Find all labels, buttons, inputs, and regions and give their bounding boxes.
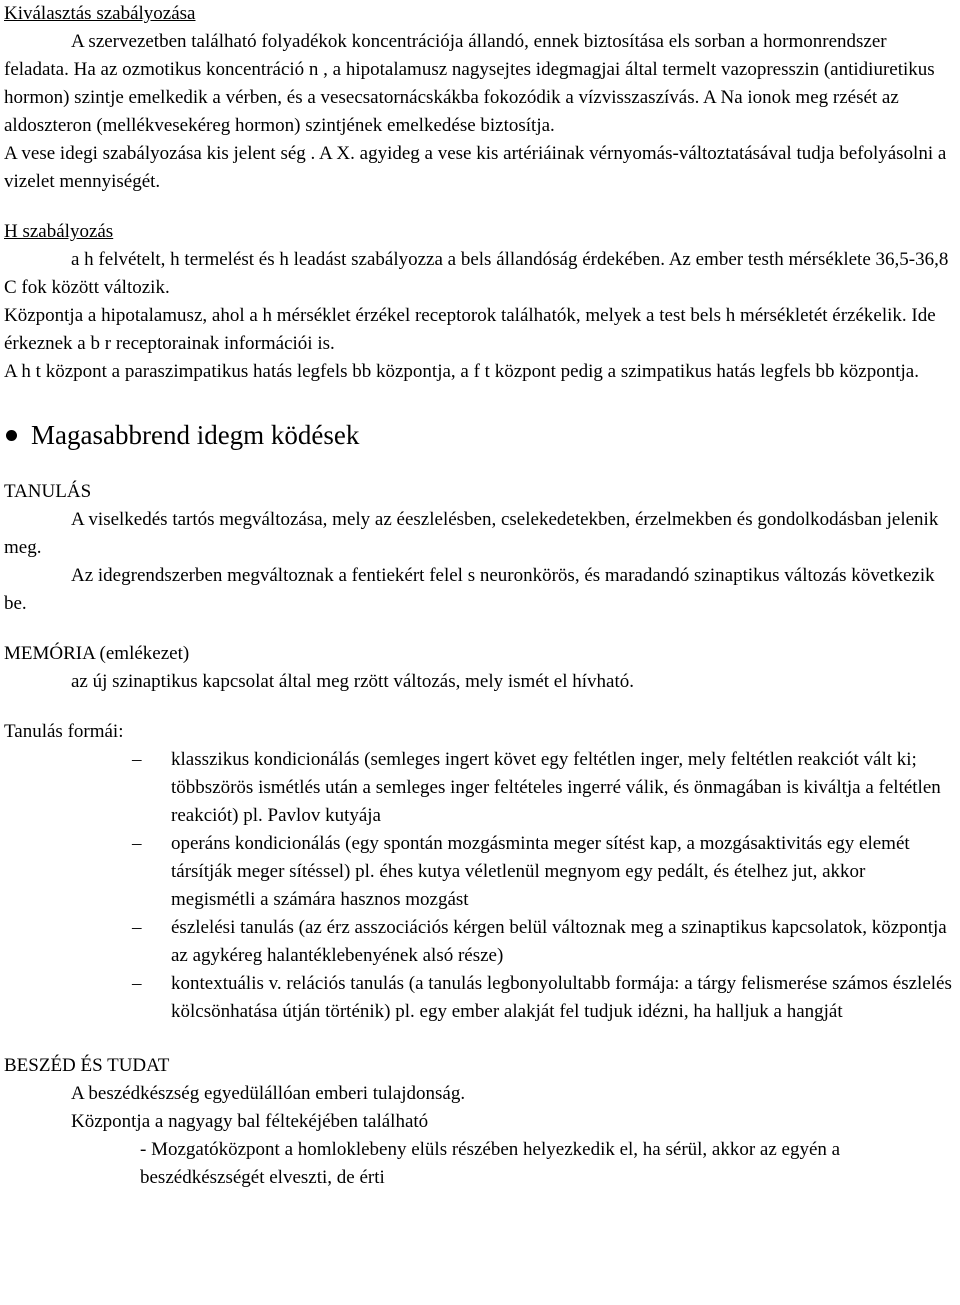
- hoszabalyozas-paragraph-3: A h t központ a paraszimpatikus hatás legfels bb központja, a f t központ pedig a szimpatikus hatás legfels bb központja.: [4, 361, 919, 382]
- list-item: [4, 830, 954, 914]
- list-item-text: észlelési tanulás (az érz asszociációs kérgen belül változnak meg a szinaptikus kapcsolatok, központja az agykéreg halantéklebenyének alsó része): [171, 917, 947, 966]
- kivalasztas-paragraph-2: A vese idegi szabályozása kis jelent ség . A X. agyideg a vese kis artériáinak vérnyomás-változtatásával tudja befolyásolni a vizelet mennyiségét.: [4, 143, 947, 192]
- list-item-text: operáns kondicionálás (egy spontán mozgásminta meger sítést kap, a mozgásaktivitás egy elemét társítják meger sítéssel) pl. éhes kutya véletlenül megnyom egy pedált, és ételhez jut, akkor megismétli a számára hasznos mozgást: [171, 833, 910, 910]
- bullet-dot-icon: [6, 430, 17, 441]
- memoria-paragraph-1: az új szinaptikus kapcsolat által meg rzött változás, mely ismét el hívható.: [71, 671, 634, 692]
- dash-icon: –: [132, 749, 142, 770]
- beszed-paragraph-2: Központja a nagyagy bal féltekéjében található: [71, 1111, 429, 1132]
- tanulas-paragraph-2: Az idegrendszerben megváltoznak a fentiekért felel s neuronkörös, és maradandó szinaptikus változás következik be.: [4, 565, 935, 614]
- list-item-text: kontextuális v. relációs tanulás (a tanulás legbonyolultabb formája: a tárgy felismerése számos észlelés kölcsönhatása útján történik) pl. egy ember alakját fel tudjuk idézni, ha halljuk a hangját: [171, 973, 952, 1022]
- document-page: [4, 0, 954, 1192]
- kivalasztas-paragraph-1: A szervezetben található folyadékok koncentrációja állandó, ennek biztosítása els sorban a hormonrendszer feladata. Ha az ozmotikus koncentráció n , a hipotalamusz nagysejtes idegmagjai által termelt vazopresszin (antidiuretikus hormon) szintje emelkedik a vérben, és a vesecsatornácskákba fokozódik a vízvisszaszívás. A Na ionok meg rzését az aldoszteron (mellékvesekéreg hormon) szintjének emelkedése biztosítja.: [4, 31, 935, 136]
- dash-icon: –: [132, 917, 142, 938]
- dash-icon: –: [132, 973, 142, 994]
- list-item: [4, 746, 954, 830]
- beszed-title: BESZÉD ÉS TUDAT: [4, 1055, 170, 1076]
- beszed-paragraph-3: - Mozgatóközpont a homloklebeny elüls részében helyezkedik el, ha sérül, akkor az egyén a beszédkészségét elveszti, de érti: [140, 1139, 841, 1188]
- hoszabalyozas-paragraph-1: a h felvételt, h termelést és h leadást szabályozza a bels állandóság érdekében. Az ember testh mérséklete 36,5-36,8 C fok között változik.: [4, 249, 949, 298]
- list-item: [4, 970, 954, 1026]
- tanulas-title: TANULÁS: [4, 481, 92, 502]
- tanulas-formai-list: [4, 746, 954, 1026]
- list-item: [4, 914, 954, 970]
- section-heading: [4, 418, 954, 452]
- hoszabalyozas-title: H szabályozás: [4, 221, 114, 242]
- list-item-text: klasszikus kondicionálás (semleges ingert követ egy feltétlen inger, mely feltétlen reakciót vált ki; többszörös ismétlés után a semleges inger feltételes ingerré válik, és önmagában is kiváltja a feltétlen reakciót) pl. Pavlov kutyája: [171, 749, 941, 826]
- hoszabalyozas-paragraph-2: Központja a hipotalamusz, ahol a h mérséklet érzékel receptorok találhatók, melyek a test bels h mérsékletét érzékelik. Ide érkeznek a b r receptorainak információi is.: [4, 305, 936, 354]
- beszed-paragraph-1: A beszédkészség egyedülállóan emberi tulajdonság.: [71, 1083, 466, 1104]
- memoria-title: MEMÓRIA (emlékezet): [4, 643, 190, 664]
- kivalasztas-title: Kiválasztás szabályozása: [4, 3, 196, 24]
- tanulas-paragraph-1: A viselkedés tartós megváltozása, mely az éeszlelésben, cselekedetekben, érzelmekben és gondolkodásban jelenik meg.: [4, 509, 939, 558]
- tanulas-formai-title: Tanulás formái:: [4, 721, 124, 742]
- section-heading-text: Magasabbrend idegm ködések: [31, 420, 360, 450]
- dash-icon: –: [132, 833, 142, 854]
